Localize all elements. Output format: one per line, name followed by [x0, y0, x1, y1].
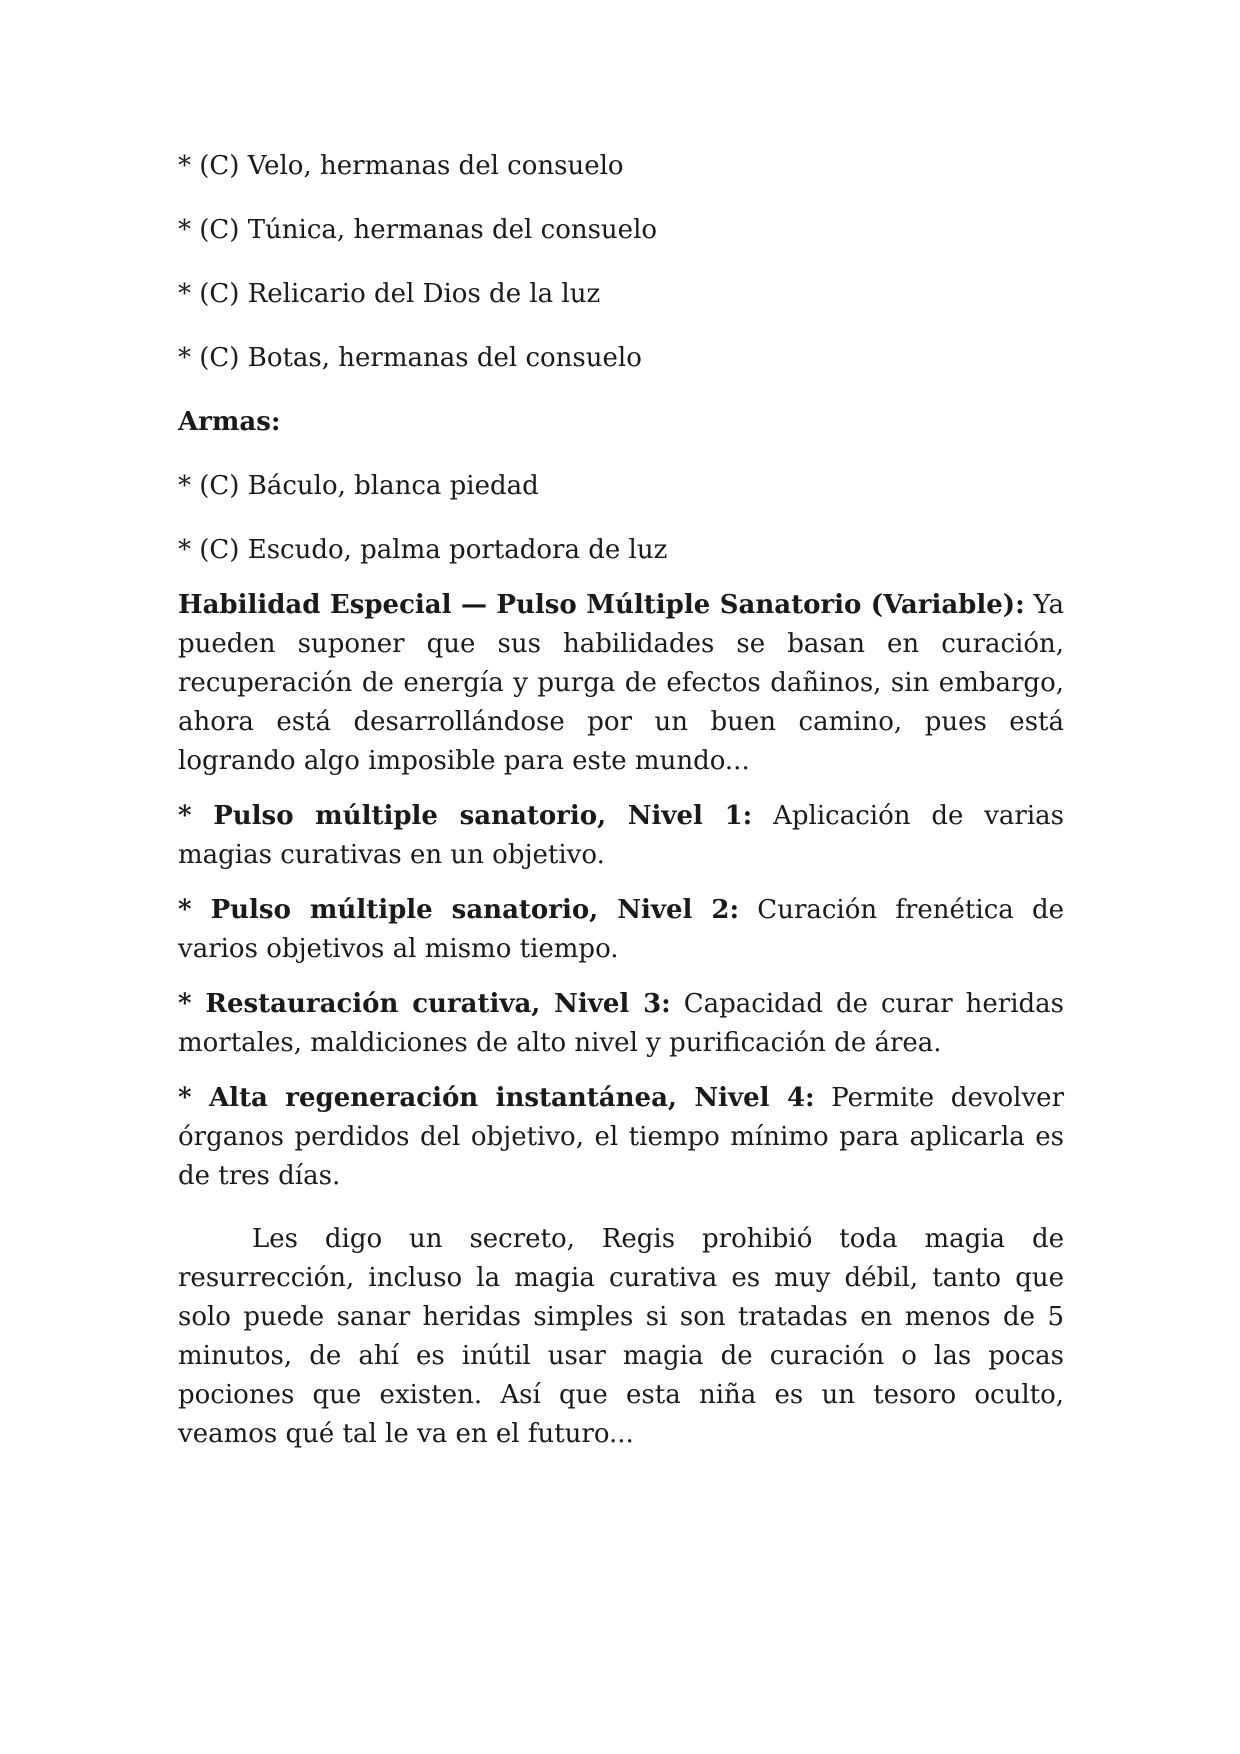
weapon-item-escudo: * (C) Escudo, palma portadora de luz	[178, 535, 668, 565]
special-ability-paragraph	[178, 586, 1064, 781]
level-2-title: * Pulso múltiple sanatorio, Nivel 2:	[178, 895, 740, 925]
equipment-item-relicario: * (C) Relicario del Dios de la luz	[178, 279, 601, 309]
document-page	[178, 138, 1064, 1454]
weapons-heading: Armas:	[178, 407, 281, 437]
equipment-item-velo: * (C) Velo, hermanas del consuelo	[178, 151, 624, 181]
level-2-text: Curación frenética de varios objetivos al mismo tiempo.	[178, 895, 1064, 964]
level-1-title: * Pulso múltiple sanatorio, Nivel 1:	[178, 801, 753, 831]
level-2-paragraph	[178, 891, 1064, 969]
level-3-paragraph	[178, 985, 1064, 1063]
level-3-title: * Restauración curativa, Nivel 3:	[178, 989, 671, 1019]
equipment-item-tunica: * (C) Túnica, hermanas del consuelo	[178, 215, 658, 245]
level-4-text: Permite devolver órganos perdidos del objetivo, el tiempo mínimo para aplicarla es de tres días.	[178, 1083, 1064, 1191]
equipment-item-botas: * (C) Botas, hermanas del consuelo	[178, 343, 642, 373]
level-4-paragraph	[178, 1079, 1064, 1196]
special-ability-title: Habilidad Especial — Pulso Múltiple Sanatorio (Variable):	[178, 590, 1025, 620]
closing-paragraph: Les digo un secreto, Regis prohibió toda magia de resurrección, incluso la magia curativa es muy débil, tanto que solo puede sanar heridas simples si son tratadas en menos de 5 minutos, de ahí es inútil usar magia de curación o las pocas pociones que existen. Así que esta niña es un tesoro oculto, veamos qué tal le va en el futuro...	[178, 1224, 1064, 1449]
level-4-title: * Alta regeneración instantánea, Nivel 4:	[178, 1083, 815, 1113]
level-3-text: Capacidad de curar heridas mortales, maldiciones de alto nivel y purificación de área.	[178, 989, 1064, 1058]
special-ability-text: Ya pueden suponer que sus habilidades se basan en curación, recuperación de energía y purga de efectos dañinos, sin embargo, ahora está desarrollándose por un buen camino, pues está logrando algo imposible para este mundo...	[178, 590, 1064, 776]
level-1-text: Aplicación de varias magias curativas en un objetivo.	[178, 801, 1064, 870]
level-1-paragraph	[178, 797, 1064, 875]
weapon-item-baculo: * (C) Báculo, blanca piedad	[178, 471, 539, 501]
